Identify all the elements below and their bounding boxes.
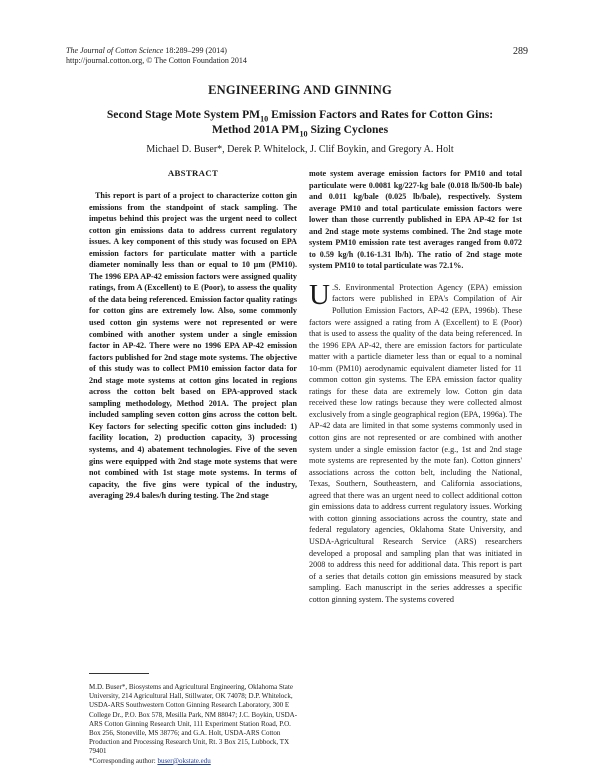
running-header: [66, 46, 247, 66]
right-column: [309, 168, 522, 605]
article-title: Second Stage Mote System $PM_{10}$ Emission Factors and Rates for Cotton Gins: Method 201A $PM_{10}$ Sizing Cyclones: [106, 108, 494, 139]
author-footnote: [89, 683, 299, 766]
journal-website: http://journal.cotton.org, © The Cotton Foundation 2014: [66, 56, 247, 65]
left-column: [89, 168, 297, 502]
abstract-text: This report is part of a project to characterize cotton gin emissions from the standpoint of stack sampling. The impetus behind this project was the urgent need to collect cotton gin emissions data to address current regulatory issues. A key component of this study was focused on EPA emission factors for particulate matter with a particle diameter nominally less than or equal to 10 µm (PM10). The 1996 EPA AP-42 emission factors were assigned quality ratings, from A (Excellent) to E (Poor), to assess the quality of the data being referenced. Emission factor quality ratings for cotton gins are extremely low. Also, some commonly used cotton gin systems were not represented or were combined with another system under a single emission factor in AP-42. There were no 1996 EPA AP-42 emission factors published for 2nd stage mote systems. The objective of this study was to collect PM10 emission factor data for 2nd stage mote systems at cotton gins located in regions across the cotton belt based on EPA-approved stack sampling methodology, Method 201A. The project plan included sampling seven cotton gins across the cotton belt. Key factors for selecting specific cotton gins included: 1) facility location, 2) production capacity, 3) processing systems, and 4) abatement technologies. Five of the seven gins were equipped with 2nd stage mote systems that were not combined with 1st stage mote systems. In terms of capacity, the five gins were typical of the industry, averaging 29.4 bales/h during testing. The 2nd stage: [89, 191, 297, 501]
journal-name: The Journal of Cotton Science: [66, 46, 164, 55]
abstract-heading: ABSTRACT: [167, 168, 219, 178]
footnote-rule: [89, 673, 149, 674]
introduction-paragraph: [309, 278, 522, 605]
email-link[interactable]: buser@okstate.edu: [157, 756, 211, 765]
corresponding-label: *Corresponding author:: [89, 756, 158, 765]
abstract-continuation: mote system average emission factors for PM10 and total particulate were 0.0081 kg/227-kg bale (0.018 lb/500-lb bale) and 0.011 kg/bale (0.025 lb/bale), respectively. System average PM10 and total particulate emission factors were lower than those currently published in EPA AP-42 for 1st and 2nd stage mote systems combined. The 2nd stage mote system PM10 emission rate test averages ranged from 0.072 to 0.59 kg/h (0.16-1.31 lb/h). The ratio of 2nd stage mote system PM10 to total particulate was 72.1%.: [309, 169, 522, 271]
section-heading: ENGINEERING AND GINNING: [208, 83, 392, 97]
author-list: Michael D. Buser*, Derek P. Whitelock, J. Clif Boykin, and Gregory A. Holt: [146, 144, 454, 155]
introduction-text: .S. Environmental Protection Agency (EPA) emission factors were published in EPA's Compilation of Air Pollution Emission Factors, AP-42 (EPA, 1996b). These factors were assigned a rating from A (Excellent) to E (Poor) that is used to assess the quality of the data being referenced. In the 1996 EPA AP-42, there are emission factors for particulate matter with a particle diameter less than or equal to a nominal 10-mm (PM10) aerodynamic equivalent diameter listed for 11 common cotton gin systems. The EPA emission factor quality ratings for these data are extremely low. Cotton gin data received these low ratings because they were collected almost exclusively from a single geographical region (EPA, 1996a). The AP-42 data are limited in that some systems commonly used in cotton gins are not represented or are combined with another system under a single emission factor (e.g., 1st and 2nd stage mote systems are represented by the mote fan). Cotton ginners' associations across the cotton belt, including the National, Texas, Southern, Southeastern, and California associations, agreed that there was an urgent need to collect additional cotton gin emissions data to address current regulatory issues. Working with cotton ginning associations across the country, state and federal regulatory agencies, Oklahoma State University, and USDA-Agricultural Research Service (ARS) researchers developed a proposal and sampling plan that was initiated in 2008 to address this need for additional data. This report is part of a series that details cotton gin emissions measured by stack sampling. Each manuscript in the series addresses a specific cotton ginning system. The systems covered: [309, 282, 522, 604]
journal-volume: 18:289–299 (2014): [163, 46, 227, 55]
drop-cap: U: [309, 278, 330, 311]
affiliations: M.D. Buser*, Biosystems and Agricultural Engineering, Oklahoma State University, 214 Agricultural Hall, Stillwater, OK 74078; D.P. Whitelock, USDA-ARS Southwestern Cotton Ginning Research Laboratory, 300 E College Dr., P.O. Box 578, Mesilla Park, NM 88047; J.C. Boykin, USDA-ARS Cotton Ginning Research Unit, 111 Experiment Station Road, P.O. Box 256, Stoneville, MS 38776; and G.A. Holt, USDA-ARS Cotton Production and Processing Research Unit, Rt. 3 Box 215, Lubbock, TX 79401: [89, 683, 298, 756]
page-number: 289: [513, 46, 528, 57]
